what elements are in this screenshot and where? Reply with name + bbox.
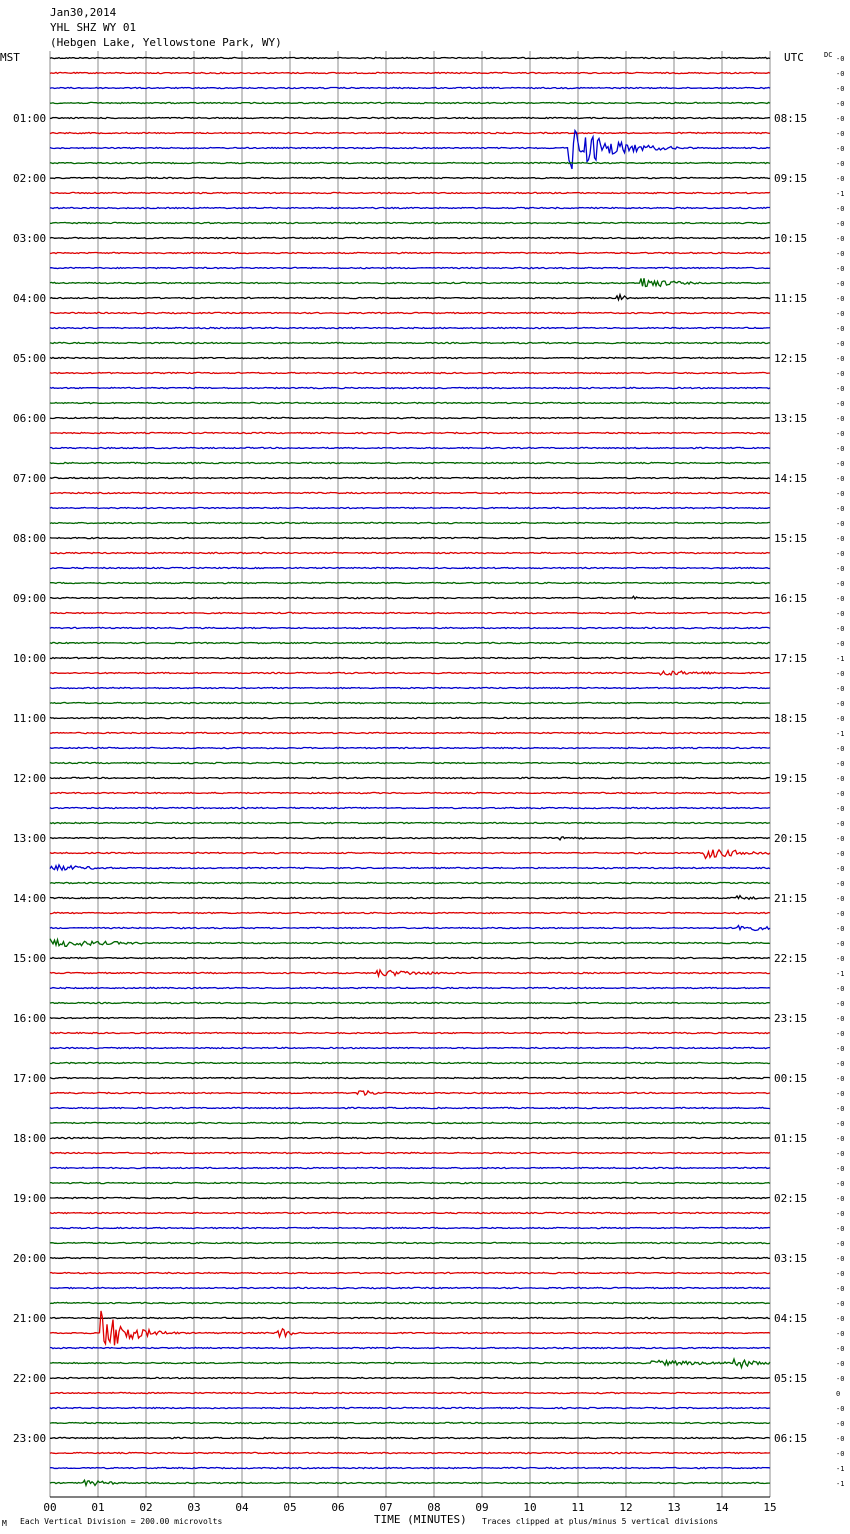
- dc-offset-label: -0: [836, 310, 845, 318]
- dc-offset-label: -0: [836, 565, 845, 573]
- dc-offset-label: -0: [836, 1345, 845, 1353]
- dc-offset-label: -0: [836, 580, 845, 588]
- dc-offset-label: -0: [836, 820, 845, 828]
- dc-offset-label: -0: [836, 1195, 845, 1203]
- dc-offset-label: -0: [836, 835, 845, 843]
- trace-line: [50, 1047, 770, 1048]
- dc-offset-label: -0: [836, 400, 845, 408]
- x-tick-label: 10: [523, 1501, 537, 1514]
- dc-offset-label: -0: [836, 1015, 845, 1023]
- utc-hour-label: 21:15: [774, 892, 808, 905]
- dc-offset-label: -0: [836, 775, 845, 783]
- dc-offset-label: -0: [836, 205, 845, 213]
- utc-hour-label: 14:15: [774, 472, 808, 485]
- trace-line: [50, 1452, 770, 1453]
- trace-line: [50, 252, 770, 253]
- dc-offset-label: -0: [836, 1180, 845, 1188]
- trace-line: [50, 687, 770, 688]
- utc-hour-label: 19:15: [774, 772, 808, 785]
- trace-line: [50, 222, 770, 223]
- utc-hour-label: 06:15: [774, 1432, 808, 1445]
- dc-offset-label: -0: [836, 1315, 845, 1323]
- trace-line: [50, 295, 770, 300]
- trace-line: [50, 1347, 770, 1348]
- dc-offset-label: -1: [836, 970, 845, 978]
- trace-line: [50, 717, 770, 718]
- dc-offset-label: -0: [836, 1270, 845, 1278]
- dc-offset-label: 0: [836, 1390, 841, 1398]
- dc-offset-label: -0: [836, 235, 845, 243]
- dc-offset-label: -0: [836, 490, 845, 498]
- trace-line: [50, 882, 770, 883]
- trace-line: [50, 207, 770, 208]
- trace-line: [50, 1437, 770, 1438]
- mst-hour-label: 15:00: [13, 952, 47, 965]
- dc-offset-label: -0: [836, 100, 845, 108]
- corner-mark: M: [2, 1519, 7, 1528]
- utc-hour-label: 18:15: [774, 712, 808, 725]
- trace-line: [50, 642, 770, 643]
- trace-line: [50, 327, 770, 328]
- mst-hour-label: 18:00: [13, 1132, 47, 1145]
- dc-offset-label: -0: [836, 1165, 845, 1173]
- dc-offset-label: -0: [836, 1210, 845, 1218]
- x-tick-label: 09: [475, 1501, 489, 1514]
- dc-offset-label: -0: [836, 1105, 845, 1113]
- dc-offset-label: -0: [836, 1225, 845, 1233]
- trace-line: [50, 1152, 770, 1153]
- trace-line: [50, 357, 770, 358]
- dc-offset-label: -0: [836, 1420, 845, 1428]
- trace-line: [50, 1062, 770, 1063]
- dc-offset-label: -0: [836, 280, 845, 288]
- dc-offset-label: -0: [836, 925, 845, 933]
- dc-offset-label: -0: [836, 475, 845, 483]
- mst-hour-labels: [13, 112, 46, 1445]
- trace-line: [50, 596, 770, 599]
- utc-axis-label: UTC: [784, 51, 804, 64]
- trace-line: [50, 912, 770, 913]
- trace-line: [50, 850, 770, 859]
- dc-offset-label: -0: [836, 625, 845, 633]
- dc-offset-label: -0: [836, 745, 845, 753]
- dc-offset-label: -0: [836, 1060, 845, 1068]
- dc-offset-label: -0: [836, 130, 845, 138]
- trace-line: [50, 1311, 770, 1345]
- dc-offset-label: -0: [836, 1375, 845, 1383]
- trace-line: [50, 1392, 770, 1393]
- utc-hour-label: 23:15: [774, 1012, 808, 1025]
- dc-offset-label: -0: [836, 955, 845, 963]
- trace-line: [50, 87, 770, 88]
- trace-line: [50, 612, 770, 613]
- dc-offset-label: -0: [836, 1255, 845, 1263]
- dc-offset-label: -0: [836, 760, 845, 768]
- dc-offset-label: -0: [836, 505, 845, 513]
- dc-offset-label: -0: [836, 985, 845, 993]
- trace-line: [50, 1091, 770, 1095]
- dc-offset-label: -1: [836, 655, 845, 663]
- trace-line: [50, 102, 770, 103]
- trace-line: [50, 537, 770, 538]
- trace-line: [50, 987, 770, 988]
- trace-line: [50, 1377, 770, 1378]
- dc-offset-label: -0: [836, 115, 845, 123]
- trace-line: [50, 957, 770, 958]
- trace-line: [50, 1407, 770, 1408]
- dc-offset-label: -0: [836, 355, 845, 363]
- dc-offset-label: -0: [836, 880, 845, 888]
- trace-line: [50, 926, 770, 931]
- utc-hour-label: 20:15: [774, 832, 808, 845]
- mst-hour-label: 14:00: [13, 892, 47, 905]
- dc-offset-label: -0: [836, 145, 845, 153]
- trace-line: [50, 1212, 770, 1213]
- dc-offset-label: -1: [836, 190, 845, 198]
- dc-offset-label: -0: [836, 295, 845, 303]
- utc-hour-label: 00:15: [774, 1072, 808, 1085]
- dc-offset-label: -0: [836, 895, 845, 903]
- dc-offset-label: -0: [836, 1150, 845, 1158]
- trace-line: [50, 865, 770, 870]
- trace-line: [50, 177, 770, 178]
- mst-hour-label: 16:00: [13, 1012, 47, 1025]
- dc-offset-label: -0: [836, 640, 845, 648]
- trace-line: [50, 267, 770, 268]
- trace-line: [50, 1167, 770, 1168]
- trace-line: [50, 671, 770, 675]
- trace-line: [50, 702, 770, 703]
- trace-line: [50, 462, 770, 463]
- trace-line: [50, 1257, 770, 1258]
- trace-line: [50, 1137, 770, 1138]
- mst-hour-label: 02:00: [13, 172, 47, 185]
- x-tick-label: 06: [331, 1501, 345, 1514]
- dc-offset-label: -0: [836, 85, 845, 93]
- trace-line: [50, 342, 770, 343]
- x-tick-label: 02: [139, 1501, 153, 1514]
- mst-hour-label: 03:00: [13, 232, 47, 245]
- trace-line: [50, 582, 770, 583]
- dc-offset-label: -0: [836, 445, 845, 453]
- dc-offset-labels: [836, 55, 844, 1488]
- dc-offset-label: -0: [836, 1030, 845, 1038]
- dc-offset-label: -0: [836, 1405, 845, 1413]
- trace-line: [50, 417, 770, 418]
- x-tick-label: 01: [91, 1501, 105, 1514]
- mst-hour-label: 17:00: [13, 1072, 47, 1085]
- dc-offset-label: -0: [836, 1435, 845, 1443]
- dc-offset-label: -0: [836, 1000, 845, 1008]
- dc-offset-label: -0: [836, 220, 845, 228]
- trace-line: [50, 1017, 770, 1018]
- trace-line: [50, 1480, 770, 1485]
- utc-hour-label: 12:15: [774, 352, 808, 365]
- x-tick-label: 13: [667, 1501, 681, 1514]
- dc-offset-label: -0: [836, 430, 845, 438]
- location-label: (Hebgen Lake, Yellowstone Park, WY): [50, 36, 282, 49]
- trace-line: [50, 1242, 770, 1243]
- mst-hour-label: 22:00: [13, 1372, 47, 1385]
- utc-hour-label: 01:15: [774, 1132, 808, 1145]
- dc-offset-label: -0: [836, 670, 845, 678]
- utc-hour-label: 08:15: [774, 112, 808, 125]
- x-tick-label: 15: [763, 1501, 777, 1514]
- trace-line: [50, 552, 770, 553]
- trace-line: [50, 1182, 770, 1183]
- dc-offset-label: -0: [836, 940, 845, 948]
- trace-line: [50, 132, 770, 133]
- vertical-division-note: Each Vertical Division = 200.00 microvolts: [20, 1517, 223, 1526]
- utc-hour-label: 05:15: [774, 1372, 808, 1385]
- dc-offset-label: -0: [836, 1360, 845, 1368]
- dc-offset-label: -0: [836, 685, 845, 693]
- x-tick-label: 11: [571, 1501, 585, 1514]
- dc-offset-label: -0: [836, 790, 845, 798]
- seismic-traces: [50, 57, 770, 1485]
- utc-hour-label: 17:15: [774, 652, 808, 665]
- dc-offset-label: -0: [836, 1135, 845, 1143]
- utc-hour-label: 11:15: [774, 292, 808, 305]
- dc-offset-label: -0: [836, 850, 845, 858]
- trace-line: [50, 507, 770, 508]
- utc-hour-label: 09:15: [774, 172, 808, 185]
- trace-line: [50, 970, 770, 976]
- trace-line: [50, 1002, 770, 1003]
- trace-line: [50, 372, 770, 373]
- x-tick-label: 04: [235, 1501, 249, 1514]
- trace-line: [50, 1227, 770, 1228]
- utc-hour-label: 13:15: [774, 412, 808, 425]
- mst-hour-label: 10:00: [13, 652, 47, 665]
- station-label: YHL SHZ WY 01: [50, 21, 137, 34]
- x-tick-label: 14: [715, 1501, 729, 1514]
- trace-line: [50, 822, 770, 823]
- mst-hour-label: 21:00: [13, 1312, 47, 1325]
- trace-line: [50, 492, 770, 493]
- mst-hour-label: 08:00: [13, 532, 47, 545]
- x-tick-label: 12: [619, 1501, 633, 1514]
- dc-offset-label: -1: [836, 1465, 845, 1473]
- trace-line: [50, 777, 770, 778]
- mst-axis-label: MST: [0, 51, 20, 64]
- dc-offset-label: -0: [836, 325, 845, 333]
- dc-offset-label: -0: [836, 250, 845, 258]
- mst-hour-label: 01:00: [13, 112, 47, 125]
- dc-offset-label: -1: [836, 1480, 845, 1488]
- utc-hour-labels: [774, 112, 807, 1445]
- mst-hour-label: 20:00: [13, 1252, 47, 1265]
- utc-hour-label: 03:15: [774, 1252, 808, 1265]
- trace-line: [50, 402, 770, 403]
- trace-line: [50, 1032, 770, 1033]
- utc-hour-label: 04:15: [774, 1312, 808, 1325]
- trace-line: [50, 1122, 770, 1123]
- trace-line: [50, 162, 770, 163]
- mst-hour-label: 12:00: [13, 772, 47, 785]
- trace-line: [50, 522, 770, 523]
- dc-offset-label: -0: [836, 610, 845, 618]
- trace-line: [50, 72, 770, 73]
- dc-offset-label: -0: [836, 415, 845, 423]
- x-tick-label: 05: [283, 1501, 297, 1514]
- trace-line: [50, 1422, 770, 1423]
- mst-hour-label: 19:00: [13, 1192, 47, 1205]
- dc-label: DC: [824, 51, 833, 59]
- utc-hour-label: 16:15: [774, 592, 808, 605]
- trace-line: [50, 567, 770, 568]
- x-tick-label: 08: [427, 1501, 441, 1514]
- mst-hour-label: 13:00: [13, 832, 47, 845]
- dc-offset-label: -0: [836, 700, 845, 708]
- trace-line: [50, 1077, 770, 1078]
- x-axis-title: TIME (MINUTES): [374, 1513, 467, 1526]
- x-tick-label: 07: [379, 1501, 393, 1514]
- utc-hour-label: 02:15: [774, 1192, 808, 1205]
- dc-offset-label: -0: [836, 460, 845, 468]
- trace-line: [50, 1197, 770, 1198]
- dc-offset-label: -0: [836, 1240, 845, 1248]
- mst-hour-label: 07:00: [13, 472, 47, 485]
- trace-line: [50, 939, 770, 947]
- dc-offset-label: -0: [836, 1450, 845, 1458]
- dc-offset-label: -0: [836, 595, 845, 603]
- dc-offset-label: -0: [836, 370, 845, 378]
- mst-hour-label: 06:00: [13, 412, 47, 425]
- trace-line: [50, 387, 770, 388]
- trace-line: [50, 1107, 770, 1108]
- trace-line: [50, 896, 770, 900]
- dc-offset-label: -0: [836, 910, 845, 918]
- trace-line: [50, 732, 770, 733]
- trace-line: [50, 792, 770, 793]
- trace-line: [50, 237, 770, 238]
- dc-offset-label: -0: [836, 1075, 845, 1083]
- trace-line: [50, 192, 770, 193]
- dc-offset-label: -0: [836, 550, 845, 558]
- trace-line: [50, 657, 770, 658]
- trace-line: [50, 627, 770, 628]
- utc-hour-label: 22:15: [774, 952, 808, 965]
- mst-hour-label: 09:00: [13, 592, 47, 605]
- dc-offset-label: -0: [836, 1285, 845, 1293]
- trace-line: [50, 1302, 770, 1303]
- dc-offset-label: -0: [836, 70, 845, 78]
- trace-line: [50, 278, 770, 286]
- trace-line: [50, 312, 770, 313]
- trace-line: [50, 1317, 770, 1318]
- trace-line: [50, 1287, 770, 1288]
- trace-line: [50, 57, 770, 58]
- trace-line: [50, 1272, 770, 1273]
- trace-line: [50, 762, 770, 763]
- dc-offset-label: -0: [836, 340, 845, 348]
- trace-line: [50, 747, 770, 748]
- trace-line: [50, 1467, 770, 1468]
- utc-hour-label: 15:15: [774, 532, 808, 545]
- dc-offset-label: -0: [836, 385, 845, 393]
- x-tick-label: 03: [187, 1501, 201, 1514]
- dc-offset-label: -0: [836, 1300, 845, 1308]
- dc-offset-label: -0: [836, 805, 845, 813]
- trace-line: [50, 807, 770, 808]
- trace-line: [50, 447, 770, 448]
- dc-offset-label: -0: [836, 715, 845, 723]
- dc-offset-label: -1: [836, 730, 845, 738]
- trace-line: [50, 477, 770, 478]
- utc-hour-label: 10:15: [774, 232, 808, 245]
- trace-line: [50, 1359, 770, 1367]
- dc-offset-label: -0: [836, 1045, 845, 1053]
- trace-line: [50, 432, 770, 433]
- date-label: Jan30,2014: [50, 6, 117, 19]
- clipping-note: Traces clipped at plus/minus 5 vertical divisions: [482, 1517, 719, 1526]
- dc-offset-label: -0: [836, 535, 845, 543]
- trace-line: [50, 837, 770, 840]
- x-tick-label: 00: [43, 1501, 57, 1514]
- dc-offset-label: -0: [836, 1330, 845, 1338]
- dc-offset-label: -0: [836, 520, 845, 528]
- mst-hour-label: 11:00: [13, 712, 47, 725]
- mst-hour-label: 23:00: [13, 1432, 47, 1445]
- dc-offset-label: -0: [836, 55, 845, 63]
- dc-offset-label: -0: [836, 175, 845, 183]
- dc-offset-label: -0: [836, 265, 845, 273]
- dc-offset-label: -0: [836, 160, 845, 168]
- dc-offset-label: -0: [836, 865, 845, 873]
- mst-hour-label: 05:00: [13, 352, 47, 365]
- dc-offset-label: -0: [836, 1120, 845, 1128]
- trace-line: [50, 117, 770, 118]
- mst-hour-label: 04:00: [13, 292, 47, 305]
- dc-offset-label: -0: [836, 1090, 845, 1098]
